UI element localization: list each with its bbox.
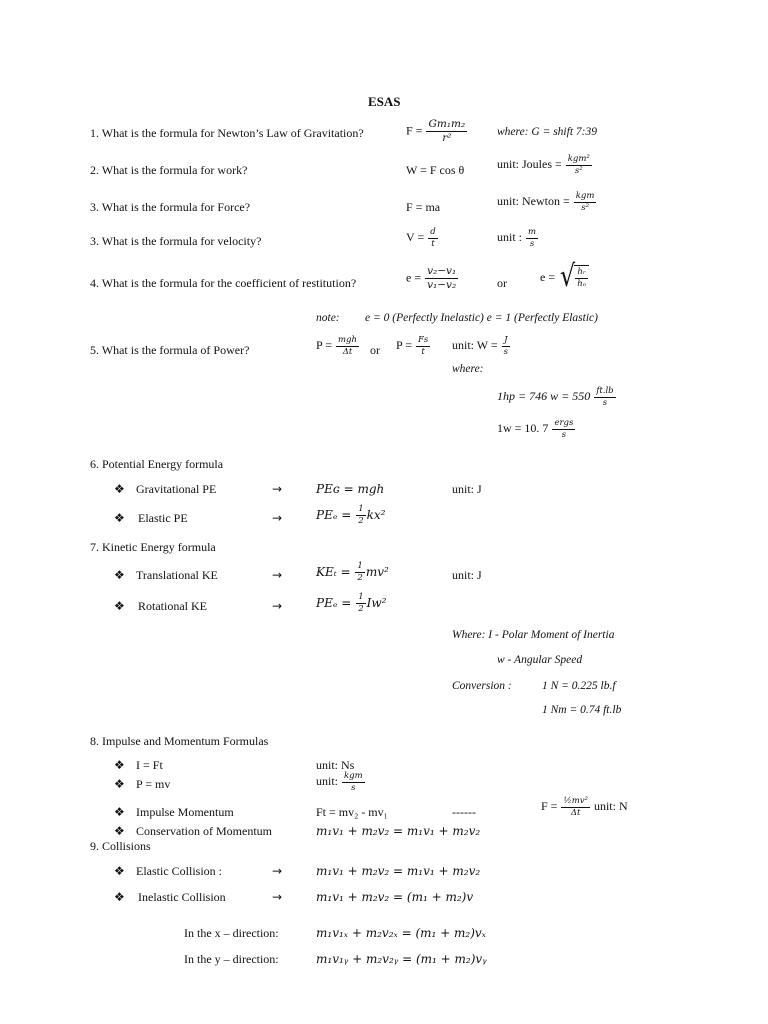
bullet-icon: ❖ [114, 568, 125, 582]
force-impulse-formula: F = $\frac{\text{½mv²}}{\Delta t}$ unit: N [541, 796, 628, 818]
elastic-pe-label: Elastic PE [138, 511, 188, 525]
power-unit: unit: W = $\frac{J}{s}$ [452, 335, 509, 357]
work-formula: W = F cos θ [406, 163, 465, 177]
inelastic-collision-label: Inelastic Collision [138, 890, 226, 904]
restitution-sqrt-formula: e = √ $\frac{\text{hᵣ}}{\text{hₒ}}$ [540, 262, 589, 292]
bullet-icon: ❖ [114, 777, 125, 791]
gravitation-formula: F = $\frac{\text{Gm₁m₂}}{\text{r²}}$ [406, 118, 466, 145]
question-work: 2. What is the formula for work? [90, 163, 248, 177]
y-direction-label: In the y – direction: [184, 952, 279, 966]
power-where: where: [452, 363, 484, 375]
gravitational-pe-unit: unit: J [452, 482, 482, 496]
gravitational-pe-formula: PEɢ = mgh [316, 482, 385, 496]
rotational-ke-label: Rotational KE [138, 599, 207, 613]
page-title: ESAS [368, 94, 401, 109]
force-formula: F = ma [406, 200, 441, 214]
arrow-icon: → [272, 511, 283, 525]
bullet-icon: ❖ [114, 805, 125, 819]
velocity-formula: V = $\frac{d}{t}$ [406, 227, 436, 249]
elastic-collision-formula: m₁v₁ + m₂v₂ = m₁v₁ + m₂v₂ [316, 864, 481, 878]
arrow-icon: → [272, 599, 283, 613]
power-or: or [370, 343, 380, 357]
restitution-note-text: e = 0 (Perfectly Inelastic) e = 1 (Perfectly Elastic) [365, 312, 598, 324]
heading-potential-energy: 6. Potential Energy formula [90, 457, 224, 471]
elastic-pe-formula: PEₑ = $\frac{1}{2}$ kx² [316, 504, 386, 526]
restitution-formula: e = $\frac{\text{v₂−v₁}}{\text{v₁−v₂}}$ [406, 265, 457, 292]
bullet-icon: ❖ [114, 482, 125, 496]
bullet-icon: ❖ [114, 758, 125, 772]
arrow-icon: → [272, 864, 283, 878]
conservation-momentum-formula: m₁v₁ + m₂v₂ = m₁v₁ + m₂v₂ [316, 824, 481, 838]
translational-ke-unit: unit: J [452, 568, 482, 582]
arrow-icon: → [272, 890, 283, 904]
momentum-formula: P = mv [136, 777, 171, 791]
heading-kinetic-energy: 7. Kinetic Energy formula [90, 540, 216, 554]
dashes-separator: ------ [452, 805, 476, 819]
gravitation-note: where: G = shift 7:39 [497, 126, 597, 138]
nm-conversion: 1 Nm = 0.74 ft.lb [542, 704, 622, 716]
rotational-ke-formula: PEₑ = $\frac{1}{2}$ Iw² [316, 592, 387, 614]
question-power: 5. What is the formula of Power? [90, 343, 250, 357]
question-velocity: 3. What is the formula for velocity? [90, 234, 262, 248]
bullet-icon: ❖ [114, 511, 125, 525]
impulse-unit: unit: Ns [316, 758, 355, 772]
translational-ke-label: Translational KE [136, 568, 218, 582]
newton-conversion: 1 N = 0.225 lb.f [542, 680, 616, 692]
momentum-unit: unit: $\frac{\text{kgm}}{s}$ [316, 771, 363, 793]
arrow-icon: → [272, 568, 283, 582]
inertia-definition: Where: I - Polar Moment of Inertia [452, 629, 615, 641]
gravitational-pe-label: Gravitational PE [136, 482, 217, 496]
conservation-momentum-label: Conservation of Momentum [136, 824, 272, 838]
watt-conversion: 1w = 10. 7 $\frac{\text{ergs}}{s}$ [497, 418, 574, 440]
inelastic-collision-formula: m₁v₁ + m₂v₂ = (m₁ + m₂)v [316, 890, 474, 904]
x-direction-formula: m₁v₁ₓ + m₂v₂ₓ = (m₁ + m₂)vₓ [316, 926, 486, 940]
arrow-icon: → [272, 482, 283, 496]
translational-ke-formula: KEₜ = $\frac{1}{2}$ mv² [316, 561, 389, 583]
heading-impulse-momentum: 8. Impulse and Momentum Formulas [90, 734, 269, 748]
impulse-formula: I = Ft [136, 758, 163, 772]
conversion-label: Conversion : [452, 680, 512, 692]
x-direction-label: In the x – direction: [184, 926, 279, 940]
y-direction-formula: m₁v₁ᵧ + m₂v₂ᵧ = (m₁ + m₂)vᵧ [316, 952, 487, 966]
bullet-icon: ❖ [114, 864, 125, 878]
work-unit: unit: Joules = $\frac{\text{kgm²}}{\text{s²}}$ [497, 154, 590, 176]
restitution-note-label: note: [316, 312, 340, 324]
question-restitution: 4. What is the formula for the coefficient of restitution? [90, 276, 357, 290]
restitution-or: or [497, 276, 507, 290]
heading-collisions: 9. Collisions [90, 839, 151, 853]
question-gravitation: 1. What is the formula for Newton’s Law of Gravitation? [90, 126, 364, 140]
question-force: 3. What is the formula for Force? [90, 200, 251, 214]
power-formula-1: P = $\frac{\text{mgh}}{\Delta t}$ [316, 335, 357, 357]
horsepower-conversion: 1hp = 746 w = 550 $\frac{ft.lb}{s}$ [497, 386, 614, 408]
power-formula-2: P = $\frac{Fs}{t}$ [396, 335, 429, 357]
angular-speed-definition: w - Angular Speed [497, 654, 583, 666]
elastic-collision-label: Elastic Collision : [136, 864, 222, 878]
bullet-icon: ❖ [114, 824, 125, 838]
velocity-unit: unit : $\frac{m}{s}$ [497, 227, 537, 249]
bullet-icon: ❖ [114, 599, 125, 613]
impulse-momentum-formula: Ft = mv₂ - mv₁ [316, 805, 388, 819]
impulse-momentum-label: Impulse Momentum [136, 805, 234, 819]
bullet-icon: ❖ [114, 890, 125, 904]
force-unit: unit: Newton = $\frac{\text{kgm}}{\text{s²}}$ [497, 191, 595, 213]
